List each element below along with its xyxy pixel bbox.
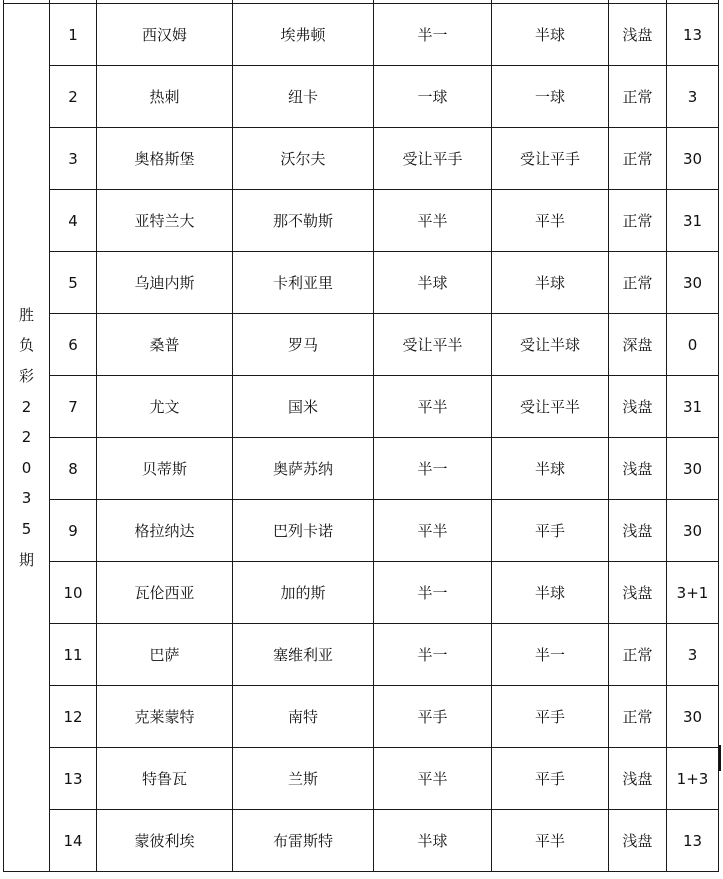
count-cell[interactable]: 31 [667,190,719,252]
count-cell[interactable]: 1+3 [667,748,719,810]
handicap-tier-cell[interactable]: 浅盘 [609,438,667,500]
period-char: 期 [18,550,34,569]
table-row [4,66,719,128]
period-char: 负 [18,336,34,355]
match-number-cell[interactable]: 13 [50,748,97,810]
home-team-cell[interactable]: 热刺 [97,66,233,128]
count-cell[interactable]: 13 [667,810,719,872]
match-number-cell[interactable]: 7 [50,376,97,438]
handicap-initial-cell[interactable]: 平手 [374,686,492,748]
handicap-initial-cell[interactable]: 平半 [374,376,492,438]
away-team-cell[interactable]: 国米 [233,376,374,438]
handicap-initial-cell[interactable]: 平半 [374,500,492,562]
match-number-cell[interactable]: 9 [50,500,97,562]
handicap-tier-cell[interactable]: 正常 [609,190,667,252]
count-cell[interactable]: 30 [667,438,719,500]
period-char: 2 [21,428,32,447]
table-row [4,686,719,748]
match-number-cell[interactable]: 1 [50,4,97,66]
home-team-cell[interactable]: 奥格斯堡 [97,128,233,190]
period-char: 0 [21,458,32,477]
handicap-initial-cell[interactable]: 半一 [374,624,492,686]
handicap-current-cell[interactable]: 半球 [492,252,609,314]
home-team-cell[interactable]: 亚特兰大 [97,190,233,252]
match-table-body [4,0,719,872]
handicap-initial-cell[interactable]: 半球 [374,252,492,314]
home-team-cell[interactable]: 尤文 [97,376,233,438]
home-team-cell[interactable]: 乌迪内斯 [97,252,233,314]
away-team-cell[interactable]: 纽卡 [233,66,374,128]
home-team-cell[interactable]: 克莱蒙特 [97,686,233,748]
home-team-cell[interactable]: 桑普 [97,314,233,376]
handicap-current-cell[interactable]: 平半 [492,190,609,252]
home-team-cell[interactable]: 巴萨 [97,624,233,686]
period-char: 3 [21,489,32,508]
count-cell[interactable]: 3+1 [667,562,719,624]
handicap-tier-cell[interactable]: 浅盘 [609,376,667,438]
handicap-initial-cell[interactable]: 半球 [374,810,492,872]
count-cell[interactable]: 3 [667,66,719,128]
match-number-cell[interactable]: 8 [50,438,97,500]
match-number-cell[interactable]: 12 [50,686,97,748]
handicap-tier-cell[interactable]: 正常 [609,66,667,128]
handicap-tier-cell[interactable]: 正常 [609,686,667,748]
count-cell[interactable]: 31 [667,376,719,438]
period-label [4,300,49,575]
count-cell[interactable]: 30 [667,500,719,562]
handicap-initial-cell[interactable]: 半一 [374,562,492,624]
match-number-cell[interactable]: 3 [50,128,97,190]
table-row [4,748,719,810]
match-number-cell[interactable]: 4 [50,190,97,252]
handicap-current-cell[interactable]: 半球 [492,4,609,66]
text-cursor-mark [719,745,721,771]
handicap-tier-cell[interactable]: 浅盘 [609,810,667,872]
away-team-cell[interactable]: 罗马 [233,314,374,376]
match-number-cell[interactable]: 11 [50,624,97,686]
handicap-current-cell[interactable]: 平手 [492,686,609,748]
handicap-initial-cell[interactable]: 受让平半 [374,314,492,376]
handicap-tier-cell[interactable]: 浅盘 [609,562,667,624]
table-row [4,562,719,624]
handicap-initial-cell[interactable]: 一球 [374,66,492,128]
handicap-initial-cell[interactable]: 受让平手 [374,128,492,190]
away-team-cell[interactable]: 卡利亚里 [233,252,374,314]
away-team-cell[interactable]: 奥萨苏纳 [233,438,374,500]
match-table [3,0,719,872]
period-char: 彩 [18,367,34,386]
table-row [4,252,719,314]
away-team-cell[interactable]: 沃尔夫 [233,128,374,190]
table-row [4,624,719,686]
match-number-cell[interactable]: 6 [50,314,97,376]
handicap-tier-cell[interactable]: 正常 [609,624,667,686]
table-row [4,190,719,252]
count-cell[interactable]: 30 [667,252,719,314]
table-row [4,500,719,562]
count-cell[interactable]: 30 [667,128,719,190]
handicap-tier-cell[interactable]: 浅盘 [609,4,667,66]
period-char: 胜 [18,305,34,324]
handicap-current-cell[interactable]: 受让半球 [492,314,609,376]
away-team-cell[interactable]: 布雷斯特 [233,810,374,872]
table-row [4,128,719,190]
handicap-tier-cell[interactable]: 正常 [609,252,667,314]
period-label-cell[interactable] [4,4,50,872]
count-cell[interactable]: 3 [667,624,719,686]
handicap-current-cell[interactable]: 受让平手 [492,128,609,190]
away-team-cell[interactable]: 塞维利亚 [233,624,374,686]
table-row [4,438,719,500]
home-team-cell[interactable]: 格拉纳达 [97,500,233,562]
away-team-cell[interactable]: 埃弗顿 [233,4,374,66]
handicap-current-cell[interactable]: 一球 [492,66,609,128]
handicap-tier-cell[interactable]: 正常 [609,128,667,190]
home-team-cell[interactable]: 特鲁瓦 [97,748,233,810]
table-row [4,314,719,376]
count-cell[interactable]: 13 [667,4,719,66]
handicap-current-cell[interactable]: 半一 [492,624,609,686]
handicap-tier-cell[interactable]: 浅盘 [609,748,667,810]
away-team-cell[interactable]: 巴列卡诺 [233,500,374,562]
handicap-current-cell[interactable]: 平半 [492,810,609,872]
home-team-cell[interactable]: 贝蒂斯 [97,438,233,500]
count-cell[interactable]: 30 [667,686,719,748]
handicap-initial-cell[interactable]: 平半 [374,190,492,252]
table-row [4,4,719,66]
count-cell[interactable]: 0 [667,314,719,376]
handicap-tier-cell[interactable]: 浅盘 [609,500,667,562]
home-team-cell[interactable]: 西汉姆 [97,4,233,66]
away-team-cell[interactable]: 南特 [233,686,374,748]
handicap-initial-cell[interactable]: 半一 [374,4,492,66]
home-team-cell[interactable]: 瓦伦西亚 [97,562,233,624]
table-row [4,810,719,872]
away-team-cell[interactable]: 那不勒斯 [233,190,374,252]
match-number-cell[interactable]: 5 [50,252,97,314]
handicap-current-cell[interactable]: 半球 [492,438,609,500]
handicap-initial-cell[interactable]: 平半 [374,748,492,810]
away-team-cell[interactable]: 兰斯 [233,748,374,810]
handicap-current-cell[interactable]: 受让平半 [492,376,609,438]
table-row [4,376,719,438]
home-team-cell[interactable]: 蒙彼利埃 [97,810,233,872]
match-number-cell[interactable]: 10 [50,562,97,624]
match-number-cell[interactable]: 14 [50,810,97,872]
handicap-initial-cell[interactable]: 半一 [374,438,492,500]
handicap-current-cell[interactable]: 平手 [492,748,609,810]
period-char: 5 [21,519,32,538]
period-char: 2 [21,397,32,416]
handicap-current-cell[interactable]: 半球 [492,562,609,624]
away-team-cell[interactable]: 加的斯 [233,562,374,624]
handicap-tier-cell[interactable]: 深盘 [609,314,667,376]
match-number-cell[interactable]: 2 [50,66,97,128]
handicap-current-cell[interactable]: 平手 [492,500,609,562]
